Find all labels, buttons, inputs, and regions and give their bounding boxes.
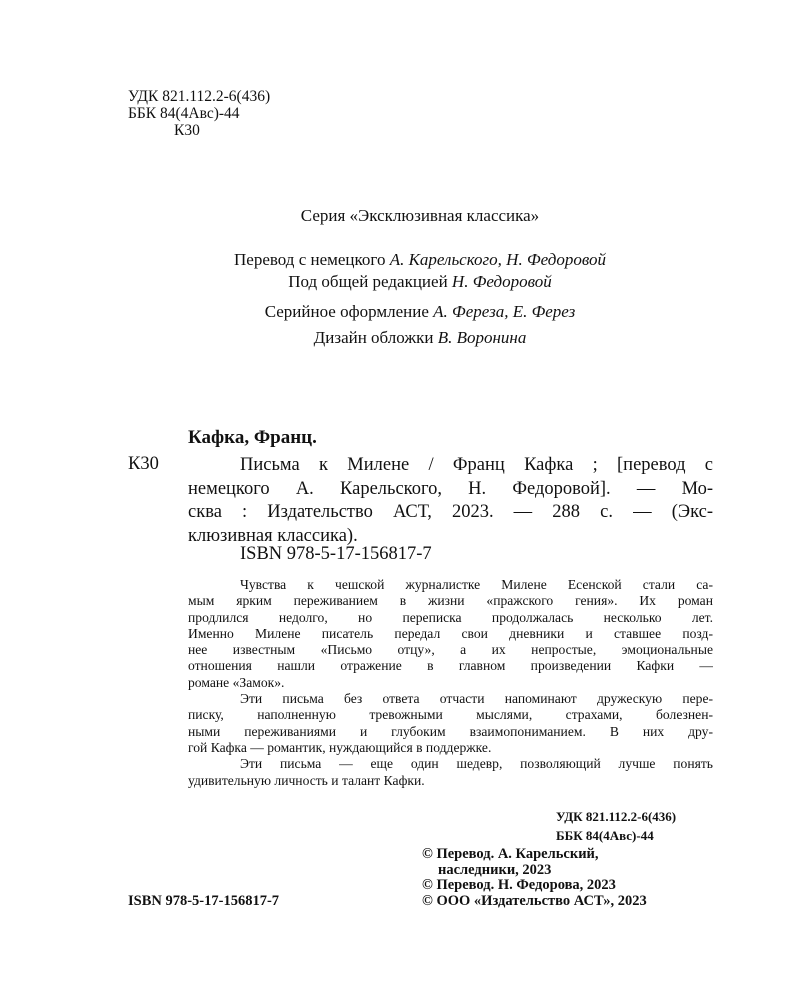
- copyright-translation-2: © Перевод. Н. Федорова, 2023: [422, 877, 616, 893]
- bbk-code: ББК 84(4Авс)-44: [128, 105, 240, 122]
- cover-line: [0, 328, 800, 348]
- copyright-publisher: © ООО «Издательство АСТ», 2023: [422, 893, 647, 909]
- annotation-line: Эти письма без ответа отчасти напоминают дружескую пере-: [240, 691, 713, 707]
- annotation: [188, 577, 713, 789]
- udk-code-bottom: УДК 821.112.2-6(436): [556, 809, 677, 824]
- copyright-line: © Перевод. А. Карельский,: [422, 846, 599, 862]
- annotation-line: удивительную личность и талант Кафки.: [188, 772, 425, 788]
- annotation-line: продлился недолго, но переписка продолжалась несколько лет.: [188, 609, 713, 625]
- editor-name: Н. Федоровой: [451, 272, 552, 291]
- translator-names: А. Карельского, Н. Федоровой: [389, 250, 606, 269]
- bbk-code-bottom: ББК 84(4Авс)-44: [556, 828, 654, 843]
- record-author-mark: К30: [128, 454, 159, 474]
- isbn-bottom: ISBN 978-5-17-156817-7: [128, 893, 280, 909]
- bib-line: немецкого А. Карельского, Н. Федоровой]. — Мо-: [188, 478, 713, 499]
- bib-line: сква : Издательство АСТ, 2023. — 288 с. — (Экс-: [188, 502, 713, 523]
- annotation-line: гой Кафка — романтик, нуждающийся в поддержке.: [188, 739, 492, 755]
- translation-line: [0, 250, 800, 270]
- copyright-line: наследники, 2023: [438, 862, 552, 878]
- annotation-line: писку, наполненную тревожными мыслями, страхами, болезнен-: [188, 707, 713, 723]
- design-line: [0, 302, 800, 322]
- annotation-line: Именно Милене писатель передал свои дневники и ставшее позд-: [188, 625, 713, 641]
- annotation-line: романе «Замок».: [188, 674, 285, 690]
- editor-line: [0, 272, 800, 292]
- udk-code: УДК 821.112.2-6(436): [128, 88, 271, 105]
- copyright-translation-1: [422, 846, 599, 878]
- translation-label: Перевод с немецкого: [234, 250, 390, 269]
- annotation-line: Эти письма — еще один шедевр, позволяющий лучше понять: [240, 756, 713, 772]
- classification-block: [128, 88, 270, 139]
- series-line: Серия «Эксклюзивная классика»: [300, 206, 540, 225]
- bibliographic-description: [188, 454, 713, 549]
- annotation-line: мым ярким переживанием в жизни «пражского гения». Их роман: [188, 593, 713, 609]
- editor-label: Под общей редакцией: [288, 272, 452, 291]
- designer-names: А. Фереза, Е. Ферез: [433, 302, 576, 321]
- record-isbn: ISBN 978-5-17-156817-7: [240, 544, 432, 564]
- annotation-line: ными переживаниями и глубоким взаимопониманием. В них дру-: [188, 723, 713, 739]
- annotation-line: Чувства к чешской журналистке Милене Есенской стали са-: [240, 577, 713, 592]
- bib-line: Письма к Милене / Франц Кафка ; [перевод с: [240, 455, 713, 475]
- author-mark: К30: [174, 122, 200, 139]
- design-label: Серийное оформление: [264, 302, 434, 321]
- annotation-line: нее известным «Письмо отцу», а их непростые, эмоциональные: [188, 642, 713, 658]
- bib-line: клюзивная классика).: [188, 526, 358, 547]
- annotation-line: отношения нашли отражение в главном произведении Кафки —: [188, 658, 713, 674]
- cover-label: Дизайн обложки: [313, 328, 438, 347]
- cover-designer-name: В. Воронина: [437, 328, 527, 347]
- record-author: Кафка, Франц.: [188, 427, 317, 448]
